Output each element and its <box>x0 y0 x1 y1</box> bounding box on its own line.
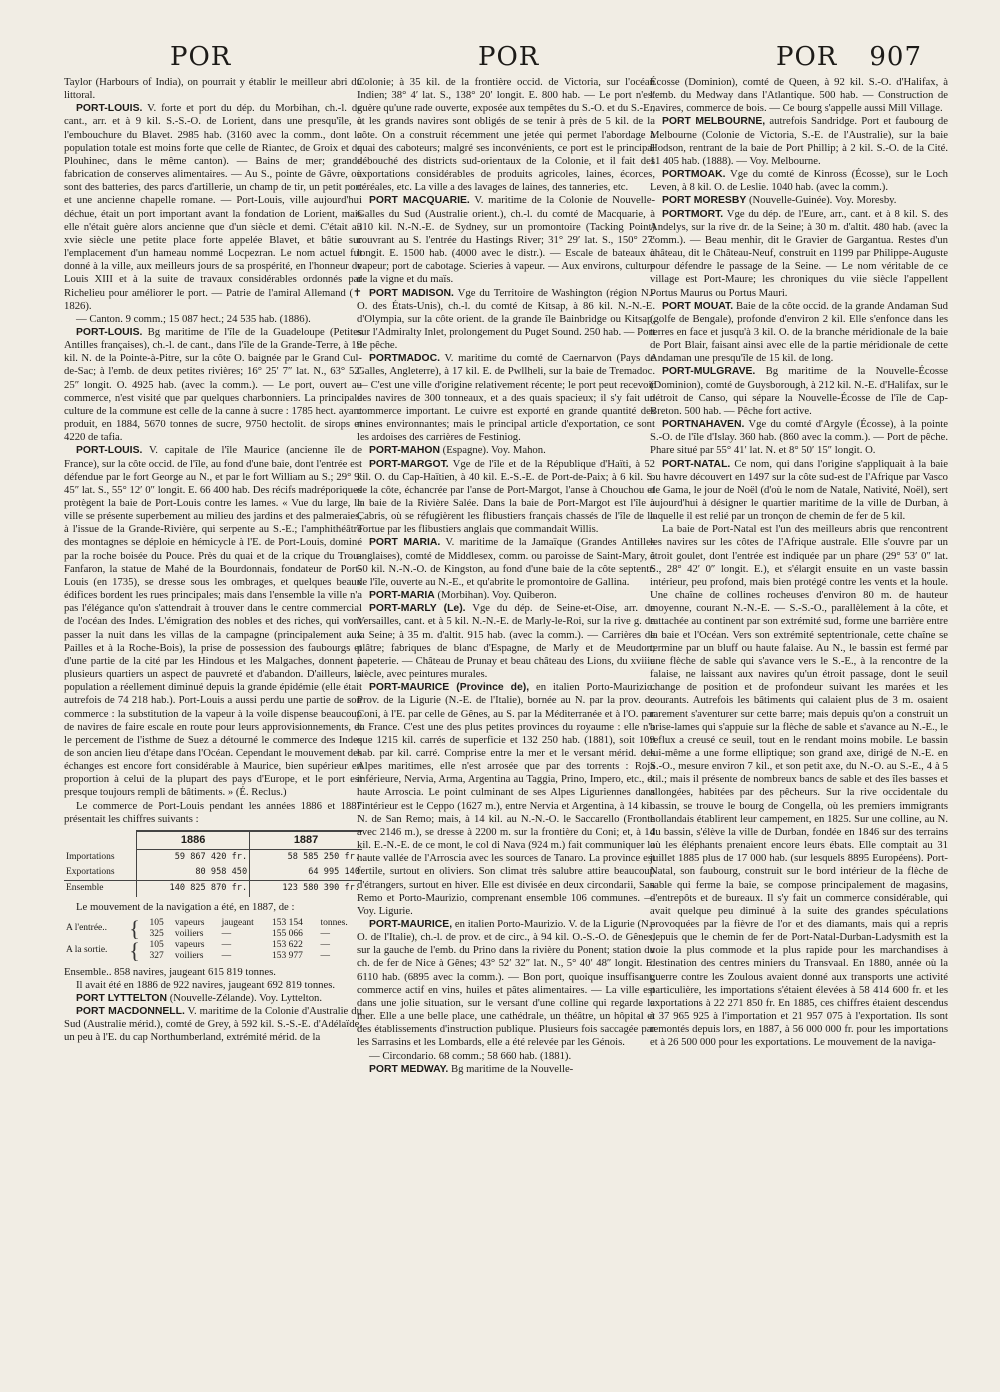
cell: 155 066 <box>272 928 303 939</box>
cell: voiliers <box>174 950 204 961</box>
entry <box>357 458 655 537</box>
table-row <box>64 865 362 881</box>
entry-text: V. maritime du comté de Caernarvon (Pays de Galles, Angleterre), à 17 kil. E. de Pwllheli, sur la baie de Tremadoc. — C'est une ville d'origine relativement récente; le port peut recevoir des navires de 300 tonneaux, et a des quais spacieux; il s'y fait un commerce important. Le cuivre est exporté en grande quantité des mines environnantes; mais le principal article d'exportation, ce sont les ardoises des carrières de Festiniog. <box>357 352 655 444</box>
entry-heading: PORTNAHAVEN. <box>662 419 745 431</box>
paragraph: Écosse (Dominion), comté de Queen, à 92 kil. S.-O. d'Halifax, à l'emb. du Medway dans l'Atlantique. 500 hab. — Construction de navires, commerce de bois. — Ce bourg s'appelle aussi Mill Village. <box>650 76 948 115</box>
cell: — <box>320 939 331 950</box>
entry-heading: PORT MORESBY <box>662 195 747 207</box>
entry <box>357 1063 655 1076</box>
cell: voiliers <box>174 928 204 939</box>
brace-icon: { <box>129 938 140 964</box>
paragraph: La baie de Port-Natal est l'un des meilleurs abris que rencontrent les navires sur les côtes de l'Afrique australe. Elle s'ouvre par un étroit goulet, dont l'entrée est indiquée par un phare (29° 53′ 0″ lat. S., 28° 42′ 0″ longit. E.), et s'élargit ensuite en un vaste bassin intérieur, peu profond, mais bien protégé contre les vents et la houle. Une chaîne de collines rocheuses d'environ 80 m. de hauteur moyenne, courant N.-N.-E. — S.-S.-O., parallèlement à la côte, et rattachée au continent par son extrémité sud, forme une barrière entre la baie et l'Océan. Vers son extrémité septentrionale, cette chaîne se termine par un bluff ou haute falaise. Au N., le bassin est fermé par une flèche de sable qui s'avance vers le S.-E., à la rencontre de la falaise, ne laissant aux navires qu'un étroit passage, dont le seuil change de position et de profondeur suivant les marées et les courants. Autrefois les bâtiments qui calaient plus de 3 m. osaient rarement s'aventurer sur cette barre; mais depuis qu'on a construit un brise-lames qui s'appuie sur la flèche de sable et s'avance au N.-E., le reflux a creusé ce seuil, tout en le rendant moins mobile. Le bassin lui-même a une forme elliptique; son grand axe, dirigé de N.-E. en S.-O., mesure environ 7 kil., et son petit axe, du N.-O. au S.-E., 4 à 5 kil.; mais il présente de nombreux bancs de sable et des îles basses et allongées, habitées par des pêcheurs. Sur la rive occidentale du bassin, se trouve le bourg de Congella, où les premiers immigrants hollandais établirent leur campement, en 1825. Sur une colline, au N. du bassin, s'élève la ville de Durban, fondée en 1846 sur des terrains où les éléphants prenaient encore leurs ébats. Elle comptait au 31 juillet 1885 plus de 17 000 hab. (sur lesquels 8895 Européens). Port-Natal, son faubourg, construit sur le bord intérieur de la flèche de sable qui ferme la baie, se compose principalement de magasins, d'entrepôts et de bureaux. Il s'y fait un commerce considérable, qui avait quelque peu diminué à la suite des grandes spéculations provoquées par la fièvre de l'or et des diamants, mais qui a repris depuis que le chemin de fer de Port-Natal-Durban-Ladysmith est la voie la plus commode et la plus rapide pour les marchandises à destination des centres miniers du Transvaal. En 1880, année où la guerre contre les Zoulous avaient donné aux transports une activité particulière, les importations s'étaient élevées à 58 414 600 fr. et les exportations à 22 271 850 fr. En 1885, ces chiffres étaient descendus à 37 965 925 à l'importation et 21 957 075 à l'exportation. Ils sont remontés depuis lors, en 1887, à 56 000 000 fr. pour les importations et à 26 500 000 pour les exportations. Le mouvement de la naviga- <box>650 523 948 1049</box>
entry <box>650 418 948 457</box>
entry-heading: PORTMOAK. <box>662 169 726 181</box>
entry-heading: PORT-LOUIS. <box>76 326 143 338</box>
cell: 325 <box>149 928 164 939</box>
entry-heading: PORT-MAURICE (Province de), <box>369 682 530 694</box>
entry-heading: PORTMORT. <box>662 208 724 220</box>
entry-text: Vge du dép. de l'Eure, arr., cant. et à 8 kil. S. des Andelys, sur la rive dr. de la Seine; à 30 m. d'altit. 480 hab. (avec la comm.). — Beau menhir, dit le Gravier de Gargantua. Restes d'un château, dit le Château-Neuf, construit en 1199 par Philippe-Auguste pour défendre le passage de la Seine. — Le nom véritable de ce village est Port-Maure; les chroniques du viie siècle l'appellent Portus Maurus ou Portus Mauri. <box>650 207 948 299</box>
entry <box>357 536 655 589</box>
entry <box>64 102 362 313</box>
paragraph: — Circondario. 68 comm.; 58 660 hab. (1881). <box>369 1049 572 1062</box>
entry-text: Vge de l'île et de la République d'Haïti, à 52 kil. O. du Cap-Haïtien, à 40 kil. E.-S.-E. de Port-de-Paix; à 6 kil. S. de la côte, échancrée par l'anse de Port-Margot, l'anse à Chouchou et la baie de la Rivière Salée. Dans la baie de Port-Margot est l'île à Cabris, où se réfugièrent les flibustiers français chassés de l'île de la Tortue par les flibustiers anglais que commandait Willis. <box>357 457 656 536</box>
entry-text: Vge du dép. de Seine-et-Oise, arr. de Versailles, cant. et à 5 kil. N.-N.-E. de Marly-le-Roi, sur la rive g. de la Seine; à 35 m. d'altit. 915 hab. (avec la comm.). — Carrières de plâtre; fabriques de blanc d'Espagne, de Marly et de Meudon; papeterie. — Château de Prunay et beau château des Lions, du xviiie siècle, avec peintures murales. <box>357 602 655 681</box>
paragraph: Taylor (Harbours of India), on pourrait y établir le meilleur abri du littoral. <box>64 76 362 102</box>
entry <box>357 194 655 286</box>
year-header: 1887 <box>250 831 362 850</box>
nav-total: Ensemble.. 858 navires, jaugeant 615 819 tonnes. <box>64 965 276 978</box>
nav-label: A la sortie. <box>66 945 108 956</box>
entry <box>64 326 362 444</box>
entry-heading: PORT-LOUIS. <box>76 445 143 457</box>
nav-label: A l'entrée.. <box>66 923 108 934</box>
entry-text: Ce nom, qui dans l'origine s'appliquait à la baie ou havre découvert en 1497 sur la côte sud-est de l'Afrique par Vasco de Gama, le jour de Noël (d'où le nom de Natale, Nativité, Noël), sert aujourd'hui à désigner le quartier maritime de la ville de Durban, à laquelle il est relié par un tronçon de chemin de fer de 5 kil. <box>650 457 949 523</box>
cell: — <box>320 928 331 939</box>
entry <box>650 115 948 168</box>
entry <box>357 352 655 444</box>
entry-heading: PORT MACQUARIE. <box>369 195 470 207</box>
cell: 153 622 <box>272 939 303 950</box>
cell: 105 <box>149 917 164 928</box>
cell: 140 825 870 fr. <box>137 881 250 897</box>
cell: 153 977 <box>272 950 303 961</box>
brace-icon: { <box>129 916 140 942</box>
cell: tonnes. <box>320 917 348 928</box>
column-1 <box>64 76 362 1045</box>
cell: 105 <box>149 939 164 950</box>
entry-heading: PORT-MARGOT. <box>369 458 449 470</box>
nav-row <box>64 940 362 951</box>
entry-heading: PORT-MAHON <box>369 445 440 457</box>
running-header <box>0 42 1000 72</box>
entry-text: en italien Porto-Maurizio. V. de la Ligurie (N.-O. de l'Italie), ch.-l. de prov. et de circ., à 94 kil. O.-S.-O. de Gênes, sur la gauche de l'emb. du Prino dans la rivière du Ponent; station du ch. de fer de Nice à Gênes; 43° 52′ 32″ lat. N., 5° 40′ 48″ longit. E. 6110 hab. (6895 avec la comm.). — Bon port, quoique insuffisant; commerce actif en vins, huiles et pâtes alimentaires. — La ville est dans une jolie situation, sur le versant d'une colline qui regarde la mer. Elle a une belle place, une cathédrale, un théâtre, un hôpital et des établissements d'instruction publique. Plusieurs fois saccagée par les Sarrasins et les Lombards, elle a été relevée par les Génois. <box>357 918 656 1049</box>
paragraph: — Canton. 9 comm.; 15 087 hect.; 24 535 hab. (1886). <box>76 312 311 325</box>
entry-text: en italien Porto-Maurizio. Prov. de la Ligurie (N.-E. de l'Italie), bornée au N. par la prov. de Coni, à l'E. par celle de Gênes, au S. par la Méditerranée et à l'O. par la France. C'est une des plus petites provinces du royaume : elle n'a que 1215 kil. carrés de superficie et 132 250 hab. (1881), soit 109 hab. par kil. carré. Comprise entre la mer et le versant mérid. des Alpes maritimes, elle n'est arrosée que par des torrents : Roja inférieure, Nervia, Arma, Argentina au Taggia, Prino, Impero, etc., et haute Arroscia. Le point culminant de ses Alpes Liguriennes dans l'intérieur est le Ceppo (1627 m.), entre Nervia et Argentina, à 14 kil. N. de San Remo; mais, à 14 kil. au N.-N.-O. le Saccarello (Fronte avec 2146 m.), se dresse à 2200 m. sur la frontière du Coni; et, à 14 kil. E.-N.-E. de ce mont, le col di Nava (924 m.) fait communiquer la haute vallée de l'Arroscia avec les sources de Tanaro. La province est fertile, surtout en oliviers. Son climat très salubre attire beaucoup d'étrangers, surtout en hiver. Elle est divisée en deux circondarii, San Remo et Porto-Maurizio, comprenant ensemble 106 communes. — Voy. Ligurie. <box>357 681 655 917</box>
page-number: 907 <box>869 42 922 72</box>
column-2 <box>357 76 655 1076</box>
cell: vapeurs <box>174 917 205 928</box>
entry <box>357 444 655 457</box>
entry <box>64 444 362 799</box>
entry-heading: PORTMADOC. <box>369 353 440 365</box>
entry-text: (Morbihan). Voy. Quiberon. <box>437 589 557 602</box>
header-right-word: POR <box>776 42 838 72</box>
entry-text: Bg maritime de la Nouvelle-Écosse (Dominion), comté de Guysborough, à 212 kil. N.-E. d'Halifax, sur le détroit de Canso, qui sépare la Nouvelle-Écosse de l'île de Cap-Breton. 500 hab. — Pêche fort active. <box>650 365 948 417</box>
row-label: Importations <box>66 851 115 862</box>
entry-text: V. maritime de la Colonie d'Australie du Sud (Australie mérid.), comté de Grey, à 592 kil. S.-S.-E. d'Adélaïde, un peu à l'E. du cap Northumberland, extrémité mérid. de la <box>64 1005 362 1044</box>
cell: — <box>221 928 232 939</box>
row-label: Exportations <box>66 867 115 878</box>
table-header-row <box>64 831 362 850</box>
entry-text: Vge du comté de Kinross (Écosse), sur le Loch Leven, à 8 kil. O. de Leslie. 1040 hab. (avec la comm.). <box>650 168 949 194</box>
entry <box>357 287 655 353</box>
entry-heading: PORT MELBOURNE, <box>662 116 766 128</box>
entry-heading: PORT MACDONNELL. <box>76 1006 185 1018</box>
year-header: 1886 <box>137 831 250 850</box>
entry <box>357 918 655 1050</box>
entry-text: Bg maritime de la Nouvelle- <box>450 1062 574 1075</box>
paragraph: Le mouvement de la navigation a été, en 1887, de : <box>76 900 295 913</box>
table-total-row <box>64 881 362 897</box>
entry-text: V. forte et port du dép. du Morbihan, ch.-l. de cant., arr. et à 9 kil. S.-S.-O. de Lorient, dans une presqu'île, à l'embouchure du Blavet. 2985 hab. (3160 avec la comm., dont la population totale est moins forte que celle de Riantec, de Groix et de Plouhinec, dans le même canton). — Bains de mer; grande fabrication de conserves alimentaires. — Au S., pointe de Gâvre, où sont des batteries, des parcs d'artillerie, un champ de tir, un petit port et une ancienne chapelle romane. — Port-Louis, ville aujourd'hui déchue, était un port important avant la fondation de Lorient, mais elle n'était guère alors ancienne que d'un siècle et demi. C'était au xvie siècle une petite place forte appelée Blavet, et bâtie sur l'emplacement d'un hameau nommé Locpezran. Le nom actuel fut donné à la ville, aux meilleurs jours de sa prospérité, en l'honneur de Louis XIII et à la suite de travaux considérables ordonnés par Richelieu pour améliorer le port. — Patrie de l'amiral Allemand (✝ 1826). <box>64 102 362 312</box>
entry <box>650 208 948 300</box>
entry-heading: PORT-MARLY (Le). <box>369 603 466 615</box>
entry-heading: PORT MOUAT. <box>662 300 734 312</box>
cell: 58 585 250 fr. <box>250 850 362 866</box>
entry-heading: PORT-MARIA <box>369 590 435 602</box>
entry-text: Vge du comté d'Argyle (Écosse), à la pointe S.-O. de l'île d'Islay. 360 hab. (860 avec la comm.). — Port de pêche. Phare situé par 55° 41′ lat. N. et 8° 50′ 15″ longit. O. <box>650 418 949 457</box>
paragraph: Le commerce de Port-Louis pendant les années 1886 et 1887 présentait les chiffres suivants : <box>64 799 362 825</box>
entry <box>650 168 948 194</box>
entry <box>64 992 362 1005</box>
entry-heading: PORT-MULGRAVE. <box>662 366 756 378</box>
entry-heading: PORT-LOUIS. <box>76 103 143 115</box>
trade-table <box>64 830 362 897</box>
entry-text: Baie de la côte occid. de la grande Andaman Sud (golfe de Bengale), profonde d'environ 2 kil. Elle s'enfonce dans les terres en face et jusqu'à 3 kil. O. de la branche méridionale de la baie de Port Blair, faisant ainsi avec elle de la partie méridionale de cette Andaman une presqu'île de 15 kil. de long. <box>650 299 948 365</box>
entry <box>650 365 948 418</box>
entry-text: (Espagne). Voy. Mahon. <box>442 444 546 457</box>
table-row <box>64 850 362 866</box>
cell: — <box>221 950 232 961</box>
entry-heading: PORT MEDWAY. <box>369 1063 449 1075</box>
cell: jaugeant <box>221 917 254 928</box>
entry <box>357 589 655 602</box>
cell: vapeurs <box>174 939 205 950</box>
entry <box>357 681 655 918</box>
nav-row <box>64 918 362 929</box>
entry-heading: PORT LYTTELTON <box>76 993 168 1004</box>
entry-text: Bg maritime de l'île de la Guadeloupe (Petites Antilles françaises), ch.-l. de cant., dans l'île de la Grande-Terre, à 19 kil. N. de la Pointe-à-Pitre, sur la côte O. baignée par le Grand Cul-de-Sac; à l'emb. de deux petites rivières; 16° 25′ 7″ lat. N., 63° 52′ 25″ longit. O. 4925 hab. (avec la comm.). — Le port, ouvert au commerce, n'est visité que par quelques charbonniers. La principale culture de la commune est celle de la canne à sucre : 1785 hect. ayant produit, en 1884, 5670 tonnes de sucre, 9750 hectolit. de sirops et 4220 de tafia. <box>64 325 363 444</box>
entry <box>650 300 948 366</box>
entry-heading: PORT MADISON. <box>369 287 454 299</box>
entry <box>64 1005 362 1044</box>
entry-text: V. capitale de l'île Maurice (ancienne île de France), sur la côte occid. de l'île, au fond d'une baie, dont l'entrée est défendue par le fort George au N., et par le fort William au S.; 29° 9′ 45″ lat. S., 55° 12′ 0″ longit. E. 66 400 hab. Des récifs madréporiques protègent la baie de Port-Louis contre les lames. « Vue du large, la ville se présente superbement au milieu des jardins et des palmeraies, à l'issue de la Grande-Rivière, qui serpente au S.-E.; l'amphithéâtre des montagnes se déploie en hémicycle à l'E. de Port-Louis, dominé par la roche boisée du Pouce. Près du quai et de la crique du Trou-Fanfaron, la statue de Mahé de la Bourdonnais, fondateur de Port-Louis (en 1735), se dresse sous les ombrages, et quelques beaux édifices bordent les rues principales; mais dans l'ensemble la ville n'a pas l'élégance qu'on s'attendrait à trouver dans le centre commercial de l'océan des Indes. L'émigration des nobles et des riches, qui vont passer la nuit dans les villas de la campagne (principalement aux Pailles et à la Roche-Bois), la prise de possession des faubourgs et d'une partie de la cité par les Hindous et les Malgaches, donnent à plusieurs quartiers un aspect de pauvreté et d'abandon. D'ailleurs, la population a réellement diminué depuis la grande épidémie (elle était autrefois de 74 218 hab.). Port-Louis a aussi perdu une partie de son commerce : la substitution de la vapeur à la voile dispense beaucoup de navires de faire escale en route pour leurs approvisionnements, et le percement de l'isthme de Suez a détourné le commerce des Indes de son ancien lieu d'étape dans l'Océan. Cependant le mouvement des échanges est encore fort considérable à Maurice, bien supérieur en proportion à celui de la plupart des pays d'Europe, et le port est presque toujours rempli de bâtiments. » (É. Reclus.) <box>64 444 363 799</box>
entry-text: Vge du Territoire de Washington (région N.-O. des États-Unis), ch.-l. du comté de Kitsap, à 86 kil. N.-N.-E. d'Olympia, sur la côte orient. de la grande île Bainbridge ou Kitsap, sur l'Admiralty Inlet, prolongement du Puget Sound. 250 hab. — Port de pêche. <box>357 286 655 352</box>
entry-text: V. maritime de la Colonie de Nouvelle-Galles du Sud (Australie orient.), ch.-l. du comté de Macquarie, à 310 kil. N.-N.-E. de Sydney, sur un promontoire (Tacking Point) couvrant au S. l'entrée du Hastings River; 31° 29′ lat. S., 150° 27′ longit. E. 1500 hab. (4000 avec le distr.). — Escale de bateaux à vapeur; port de cabotage. Scieries à vapeur. — Aux environs, culture de la vigne et du maïs. <box>357 194 656 286</box>
entry-text: (Nouvelle-Guinée). Voy. Moresby. <box>748 194 897 207</box>
entry <box>650 458 948 524</box>
cell: 64 995 140 <box>250 865 362 881</box>
cell: — <box>320 950 331 961</box>
cell: 59 867 420 fr. <box>137 850 250 866</box>
cell: — <box>221 939 232 950</box>
cell: 80 958 450 <box>137 865 250 881</box>
entry-text: autrefois Sandridge. Port et faubourg de Melbourne (Colonie de Victoria, S.-E. de l'Australie), sur la baie Hodson, rentrant de la baie de Port Phillip; à 2 kil. S.-O. de la Cité. 11 405 hab. (1888). — Voy. Melbourne. <box>650 115 949 167</box>
column-3 <box>650 76 948 1050</box>
header-left-word: POR <box>170 42 232 72</box>
entry-heading: PORT MARIA. <box>369 537 441 549</box>
navigation-table <box>64 918 362 962</box>
paragraph: Colonie; à 35 kil. de la frontière occid. de Victoria, sur l'océan Indien; 38° 4′ lat. S., 138° 20′ longit. E. 800 hab. — Le port n'est guère qu'une rade ouverte, exposée aux tempêtes du S.-O. et du S.-E., et les grands navires sont obligés de se tenir à près de 5 kil. de la côte. On a construit récemment une jetée qui permet l'abordage à quai des caboteurs; malgré ses inconvénients, ce port est le principal débouché des districts sud-orientaux de la Colonie, et il fait des exportations considérables de produits agricoles, laines, écorces, céréales, etc. La ville a des lavages de laines, des tanneries, etc. <box>357 76 655 194</box>
cell: 123 580 390 fr. <box>250 881 362 897</box>
entry <box>357 602 655 681</box>
entry <box>650 194 948 207</box>
entry-text: (Nouvelle-Zélande). Voy. Lyttelton. <box>169 992 323 1004</box>
header-center-word: POR <box>478 42 540 72</box>
entry-heading: PORT-MAURICE, <box>369 919 453 930</box>
entry-text: V. maritime de la Jamaïque (Grandes Antilles anglaises), comté de Middlesex, comm. ou paroisse de Saint-Mary, à 50 kil. N.-N.-O. de Kingston, au fond d'une baie de la côte septentr. de l'île, ouverte au N.-E., et qu'abrite le promontoire de Gallina. <box>357 536 655 588</box>
paragraph: Il avait été en 1886 de 922 navires, jaugeant 692 819 tonnes. <box>76 978 336 991</box>
entry-heading: PORT-NATAL. <box>662 458 731 470</box>
row-label: Ensemble <box>64 881 137 897</box>
cell: 327 <box>149 950 164 961</box>
cell: 153 154 <box>272 917 303 928</box>
